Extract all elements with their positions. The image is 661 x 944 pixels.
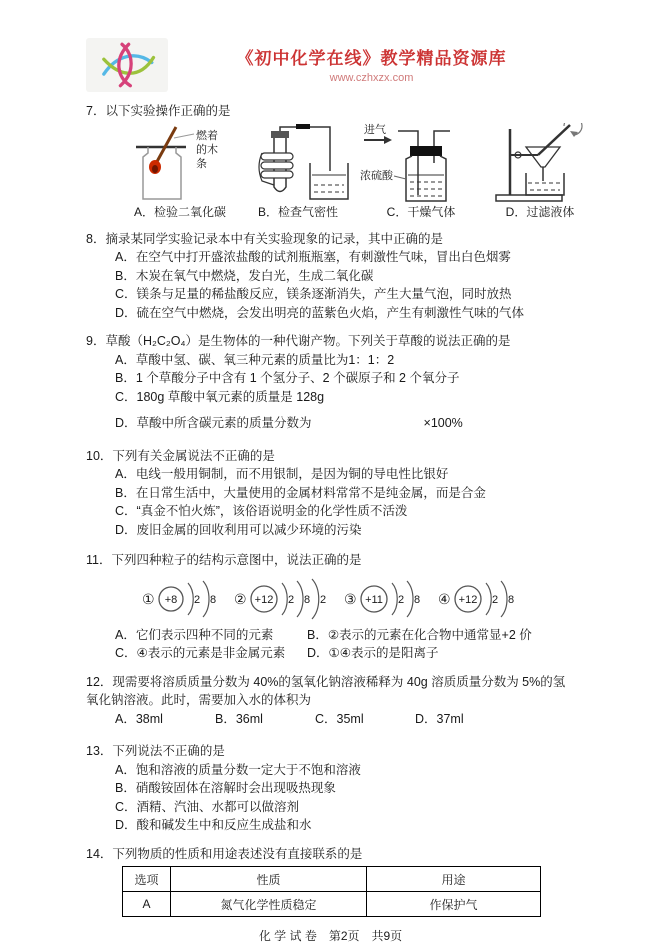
question-13-stem: 13．下列说法不正确的是: [86, 744, 225, 758]
shell-electrons: 8: [507, 593, 514, 606]
option: A．草酸中氢、碳、氧三种元素的质量比为1：1：2: [115, 352, 395, 367]
question-9-options: [115, 351, 575, 407]
option: A．饱和溶液的质量分数一定大于不饱和溶液: [115, 762, 361, 777]
gas-drying-diagram: [360, 123, 482, 203]
nucleus-charge: +8: [164, 593, 177, 606]
option: D．37ml: [415, 711, 464, 726]
shell-electrons: 2: [319, 593, 326, 606]
table-header-option: 选项: [123, 867, 171, 892]
option: D．硫在空气中燃烧，会发出明亮的蓝紫色火焰，产生有刺激性气味的气体: [115, 305, 525, 320]
option: C．④表示的元素是非金属元素: [115, 646, 286, 660]
gas-inlet-label: 进气: [364, 123, 386, 136]
question-10-options: [115, 465, 575, 539]
option: B．在日常生活中，大量使用的金属材料常常不是纯金属，而是合金: [115, 485, 486, 500]
sulfuric-acid-label: 浓硫酸: [360, 169, 393, 182]
nucleus-charge: +11: [364, 593, 383, 606]
table-header-use: 用途: [367, 867, 541, 892]
q7-caption-d: D．过滤液体: [505, 204, 575, 219]
shell-electrons: 2: [397, 593, 404, 606]
site-header: [86, 38, 575, 98]
circled-index: ①: [141, 590, 155, 607]
table-cell-use: 作保护气: [367, 892, 541, 917]
option: B．36ml: [215, 711, 263, 726]
exam-page: [86, 38, 575, 944]
option: A．电线一般用铜制，而不用银制，是因为铜的导电性比银好: [115, 467, 449, 481]
question-11-stem: 11．下列四种粒子的结构示意图中，说法正确的是: [86, 553, 362, 567]
question-7: [86, 102, 575, 220]
question-9: [86, 332, 575, 433]
option: D．酸和碱发生中和反应生成盐和水: [115, 818, 312, 832]
option: A．在空气中打开盛浓盐酸的试剂瓶瓶塞，有刺激性气味，冒出白色烟雾: [115, 250, 511, 264]
question-12-options: [115, 710, 575, 729]
property-use-table: [122, 866, 541, 917]
question-11-options-row2: [115, 644, 575, 663]
q7-caption-c: C．干燥气体: [386, 204, 456, 219]
burning-stick-label: 的木: [196, 143, 218, 156]
site-logo: [86, 38, 168, 92]
option: C．“真金不怕火炼”，该俗语说明金的化学性质不活泼: [115, 504, 408, 518]
table-cell-option: A: [123, 892, 171, 917]
option-d-text: D．草酸中所含碳元素的质量分数为: [115, 416, 312, 430]
percent-formula-suffix: ×100%: [423, 416, 463, 430]
burning-stick-label: 条: [196, 157, 207, 170]
option: A．38ml: [115, 711, 163, 726]
option: D．①④表示的是阳离子: [307, 646, 439, 660]
shell-electrons: 2: [491, 593, 498, 606]
q7-figure-a: [124, 123, 236, 220]
option: C．镁条与足量的稀盐酸反应，镁条逐渐消失，产生大量气泡，同时放热: [115, 287, 512, 301]
option: B．木炭在氧气中燃烧，发白光，生成二氧化碳: [115, 268, 374, 283]
site-title-block: [168, 38, 575, 84]
question-14-stem: 14．下列物质的性质和用途表述没有直接联系的是: [86, 846, 363, 861]
shell-electrons: 2: [287, 593, 294, 606]
circled-index: ②: [233, 590, 247, 607]
question-9-stem: 9．草酸（H₂C₂O₄）是生物体的一种代谢产物。下列关于草酸的说法正确的是: [86, 334, 511, 348]
q7-caption-b: B．检查气密性: [257, 204, 338, 219]
option: C．180g 草酸中氧元素的质量是 128g: [115, 389, 325, 404]
atom-structure-diagram-3: [344, 576, 426, 622]
option: B．硝酸铵固体在溶解时会出现吸热现象: [115, 781, 336, 795]
logo-knot-icon: [95, 41, 159, 89]
table-cell-property: 氮气化学性质稳定: [171, 892, 367, 917]
q7-caption-a: A．检验二氧化碳: [133, 204, 226, 219]
q7-figure-b: [244, 123, 352, 220]
question-8-stem: 8．摘录某同学实验记录本中有关实验现象的记录，其中正确的是: [86, 231, 443, 246]
filtration-diagram: [490, 123, 590, 203]
atom-structure-diagram-2: [234, 576, 332, 622]
q7-figure-d: [490, 123, 590, 220]
option: B．1 个草酸分子中含有 1 个氢分子、2 个碳原子和 2 个氧分子: [115, 371, 460, 385]
atom-structure-diagram-4: [438, 576, 520, 622]
particle-diagram-row: [86, 576, 575, 622]
question-8: [86, 230, 575, 323]
table-header-property: 性质: [171, 867, 367, 892]
site-url-link[interactable]: www.czhxzx.com: [329, 72, 414, 84]
question-13-options: [115, 761, 575, 835]
question-14: [86, 845, 575, 918]
question-13: [86, 742, 575, 835]
shell-electrons: 8: [413, 593, 420, 606]
question-10-stem: 10．下列有关金属说法不正确的是: [86, 448, 275, 463]
question-12-stem: 12．现需要将溶质质量分数为 40%的氢氧化钠溶液稀释为 40g 溶质质量分数为 5%的氢氧化钠溶液。此时，需要加入水的体积为: [86, 674, 566, 707]
question-11-options-row1: [115, 626, 575, 645]
option: C．酒精、汽油、水都可以做溶剂: [115, 799, 300, 814]
table-header-row: [123, 867, 541, 892]
option: B．②表示的元素在化合物中通常显+2 价: [307, 627, 532, 642]
option: [115, 414, 575, 433]
page-footer: 化 学 试 卷 第2页 共9页: [258, 929, 403, 943]
site-title: 《初中化学在线》教学精品资源库: [236, 49, 507, 68]
circled-index: ③: [343, 590, 357, 607]
option: A．它们表示四种不同的元素: [115, 627, 274, 642]
table-row: [123, 892, 541, 917]
q7-figure-row: [124, 123, 575, 220]
shell-electrons: 2: [193, 593, 200, 606]
nucleus-charge: +12: [254, 593, 273, 606]
nucleus-charge: +12: [458, 593, 477, 606]
burning-stick-label: 燃着: [196, 129, 218, 142]
question-7-stem: 7．以下实验操作正确的是: [86, 104, 231, 118]
option: D．废旧金属的回收利用可以减少环境的污染: [115, 522, 362, 537]
q7-figure-c: [360, 123, 482, 220]
shell-electrons: 8: [209, 593, 216, 606]
atom-structure-diagram-1: [142, 576, 222, 622]
circled-index: ④: [437, 590, 451, 607]
question-11: [86, 551, 575, 663]
airtightness-check-diagram: [244, 123, 352, 203]
shell-electrons: 8: [303, 593, 310, 606]
question-8-options: [115, 248, 575, 322]
question-10: [86, 447, 575, 540]
question-12: [86, 673, 575, 729]
co2-test-diagram: [124, 123, 236, 203]
option: C．35ml: [315, 711, 364, 726]
